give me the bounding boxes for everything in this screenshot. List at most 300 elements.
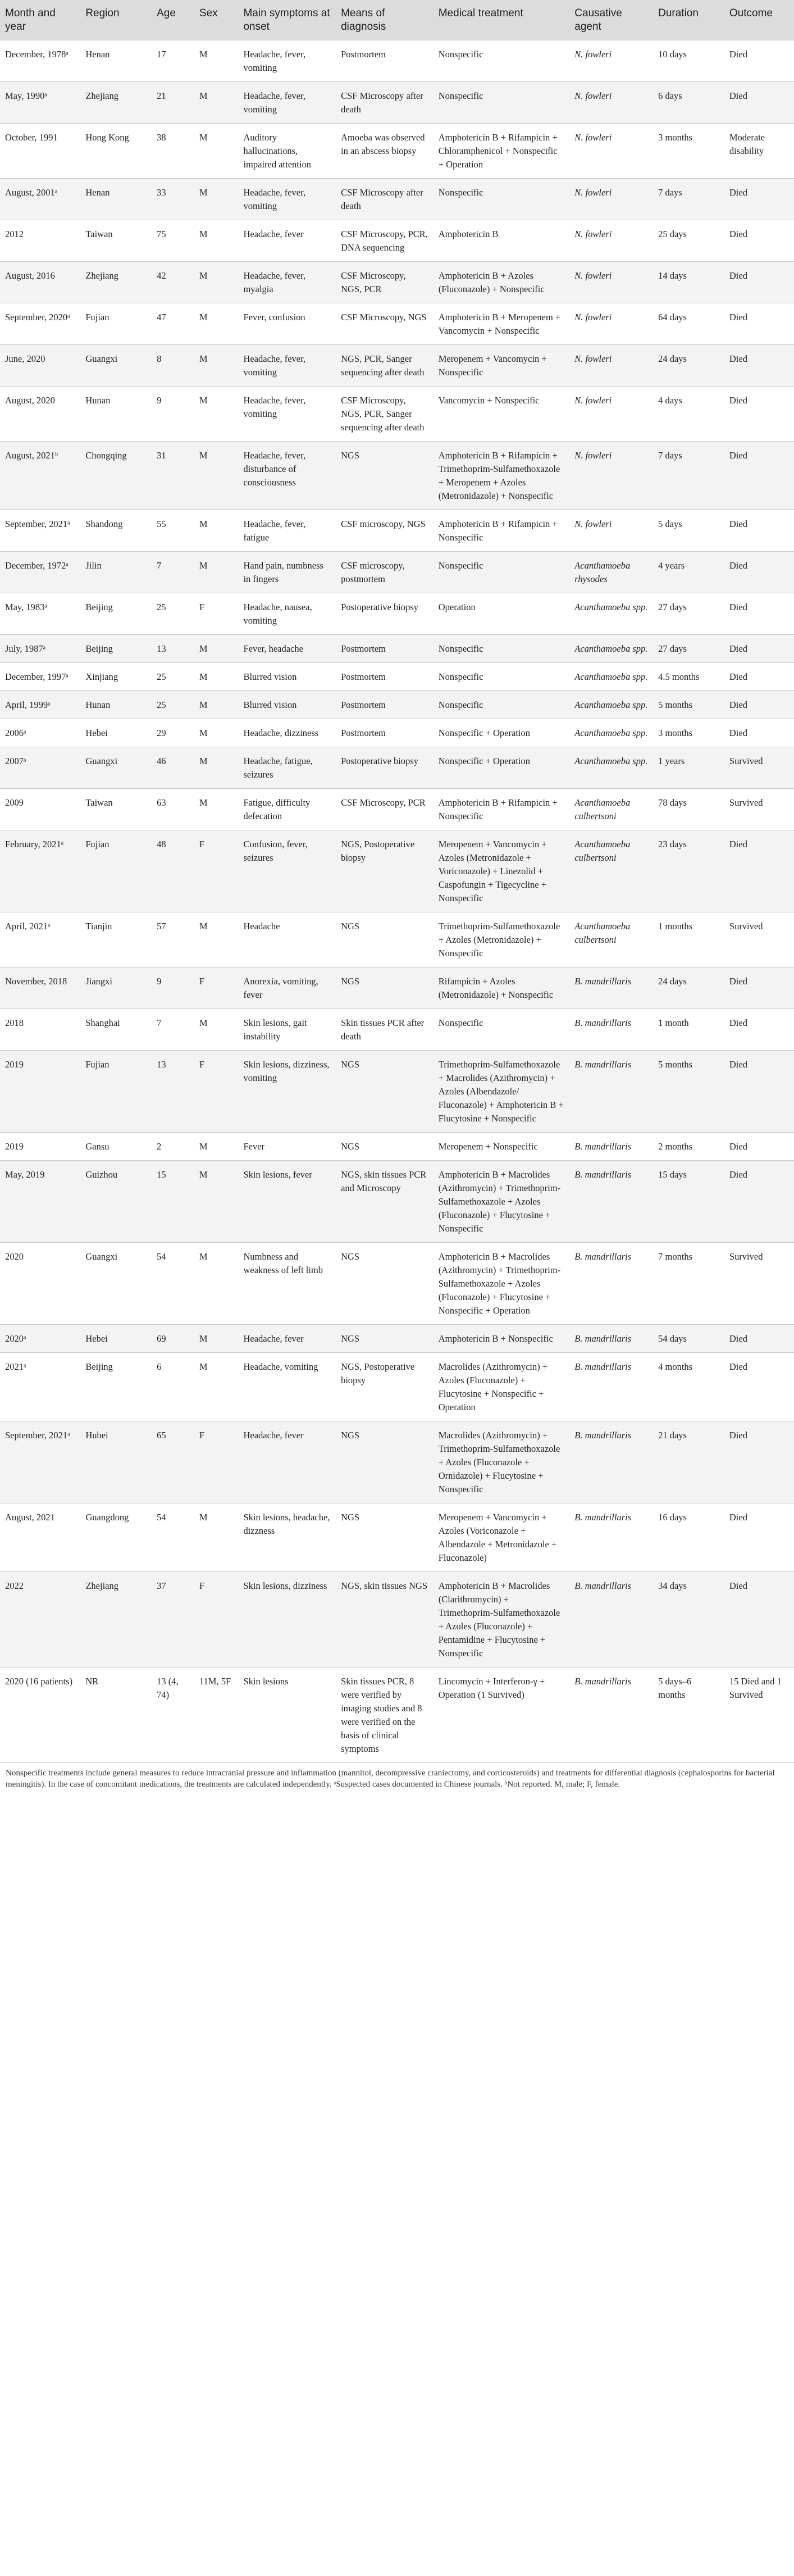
cell-diagnosis: NGS, PCR, Sanger sequencing after death xyxy=(336,345,433,387)
cell-duration: 5 months xyxy=(653,691,724,719)
cell-diagnosis: NGS xyxy=(336,967,433,1009)
cell-treatment: Nonspecific xyxy=(433,635,570,663)
cell-agent: N. fowleri xyxy=(569,303,653,345)
cell-outcome: Died xyxy=(724,1421,794,1503)
cell-sex: M xyxy=(194,912,239,967)
cell-region: Henan xyxy=(80,179,152,220)
cell-diagnosis: Postoperative biopsy xyxy=(336,747,433,789)
cell-month-year: 2020 (16 patients) xyxy=(0,1668,80,1763)
cell-age: 25 xyxy=(152,691,194,719)
cell-duration: 7 months xyxy=(653,1243,724,1325)
cell-age: 46 xyxy=(152,747,194,789)
cell-treatment: Meropenem + Nonspecific xyxy=(433,1133,570,1161)
cell-duration: 21 days xyxy=(653,1421,724,1503)
cell-agent: B. mandrillaris xyxy=(569,1243,653,1325)
cell-duration: 4 days xyxy=(653,387,724,442)
cell-symptoms: Headache, fever, vomiting xyxy=(238,179,336,220)
cell-treatment: Trimethoprim-Sulfamethoxazole + Macrolides (Azithromycin) + Azoles (Albendazole/ Fluconazole) + Amphotericin B + Flucytosine + Nonspecific xyxy=(433,1051,570,1133)
cell-age: 42 xyxy=(152,262,194,303)
cell-diagnosis: Postoperative biopsy xyxy=(336,593,433,635)
cell-duration: 1 years xyxy=(653,747,724,789)
cell-diagnosis: NGS xyxy=(336,1051,433,1133)
cell-outcome: Survived xyxy=(724,747,794,789)
cell-outcome: Died xyxy=(724,40,794,82)
column-header-symptoms: Main symptoms at onset xyxy=(238,0,336,40)
cell-treatment: Amphotericin B + Rifampicin + Nonspecific xyxy=(433,789,570,830)
cell-symptoms: Fever xyxy=(238,1133,336,1161)
cell-region: Zhejiang xyxy=(80,262,152,303)
cell-diagnosis: CSF microscopy, NGS xyxy=(336,510,433,552)
table-row xyxy=(0,442,794,510)
cell-agent: N. fowleri xyxy=(569,40,653,82)
cell-duration: 3 months xyxy=(653,124,724,179)
cell-sex: M xyxy=(194,552,239,593)
cell-symptoms: Headache, fever, myalgia xyxy=(238,262,336,303)
cell-diagnosis: NGS, Postoperative biopsy xyxy=(336,830,433,912)
cell-sex: M xyxy=(194,1353,239,1421)
cell-region: Tianjin xyxy=(80,912,152,967)
cell-region: Fujian xyxy=(80,303,152,345)
cell-treatment: Macrolides (Azithromycin) + Azoles (Fluconazole) + Flucytosine + Nonspecific + Operation xyxy=(433,1353,570,1421)
table-row xyxy=(0,1503,794,1572)
cell-age: 29 xyxy=(152,719,194,747)
table-row xyxy=(0,220,794,262)
cell-symptoms: Skin lesions, dizziness, vomiting xyxy=(238,1051,336,1133)
cell-agent: B. mandrillaris xyxy=(569,1133,653,1161)
cell-agent: N. fowleri xyxy=(569,510,653,552)
cell-symptoms: Headache, fever xyxy=(238,1325,336,1353)
table-row xyxy=(0,82,794,124)
cell-symptoms: Fatigue, difficulty defecation xyxy=(238,789,336,830)
cell-agent: Acanthamoeba spp. xyxy=(569,719,653,747)
cell-outcome: Died xyxy=(724,1353,794,1421)
cell-treatment: Nonspecific + Operation xyxy=(433,719,570,747)
table-row xyxy=(0,1051,794,1133)
cell-outcome: Died xyxy=(724,510,794,552)
cell-diagnosis: CSF Microscopy, NGS, PCR xyxy=(336,262,433,303)
cell-outcome: Survived xyxy=(724,912,794,967)
cell-agent: B. mandrillaris xyxy=(569,967,653,1009)
table-row xyxy=(0,303,794,345)
cell-age: 13 (4, 74) xyxy=(152,1668,194,1763)
cell-age: 13 xyxy=(152,1051,194,1133)
table-row xyxy=(0,1353,794,1421)
cell-duration: 54 days xyxy=(653,1325,724,1353)
column-header-treatment: Medical treatment xyxy=(433,0,570,40)
cell-sex: M xyxy=(194,262,239,303)
cell-diagnosis: CSF Microscopy after death xyxy=(336,82,433,124)
cell-duration: 10 days xyxy=(653,40,724,82)
cell-outcome: Died xyxy=(724,691,794,719)
cell-region: Guangxi xyxy=(80,345,152,387)
cell-treatment: Amphotericin B + Rifampicin + Trimethoprim-Sulfamethoxazole + Meropenem + Azoles (Metronidazole) + Nonspecific xyxy=(433,442,570,510)
table-footnote: Nonspecific treatments include general measures to reduce intracranial pressure and inflammation (mannitol, decompressive craniectomy, and corticosteroids) and treatments for differential diagnosis (cephalosporins for bacterial meningitis). In the case of concomitant medications, the treatments are calculated independently. ᵃSuspected cases documented in Chinese journals. ᵇNot reported. M, male; F, female. xyxy=(6,1769,775,1789)
cell-treatment: Vancomycin + Nonspecific xyxy=(433,387,570,442)
cell-age: 25 xyxy=(152,593,194,635)
table-row xyxy=(0,1572,794,1668)
cell-sex: 11M, 5F xyxy=(194,1668,239,1763)
cell-sex: F xyxy=(194,830,239,912)
cell-month-year: September, 2020ᵃ xyxy=(0,303,80,345)
table-row xyxy=(0,1009,794,1051)
cell-treatment: Meropenem + Vancomycin + Azoles (Metronidazole + Voriconazole) + Linezolid + Caspofungin + Tigecycline + Nonspecific xyxy=(433,830,570,912)
cell-sex: M xyxy=(194,691,239,719)
table-row xyxy=(0,1421,794,1503)
cell-outcome: Died xyxy=(724,967,794,1009)
column-header-sex: Sex xyxy=(194,0,239,40)
table-row xyxy=(0,912,794,967)
cell-age: 37 xyxy=(152,1572,194,1668)
cell-sex: M xyxy=(194,442,239,510)
cell-outcome: Died xyxy=(724,552,794,593)
table-row xyxy=(0,593,794,635)
cell-month-year: May, 1990ᵃ xyxy=(0,82,80,124)
cell-month-year: August, 2016 xyxy=(0,262,80,303)
cell-month-year: 2022 xyxy=(0,1572,80,1668)
cell-agent: Acanthamoeba rhysodes xyxy=(569,552,653,593)
cell-month-year: June, 2020 xyxy=(0,345,80,387)
cell-sex: M xyxy=(194,719,239,747)
cell-age: 65 xyxy=(152,1421,194,1503)
table-row xyxy=(0,1325,794,1353)
column-header-diagnosis: Means of diagnosis xyxy=(336,0,433,40)
cell-region: Hubei xyxy=(80,1421,152,1503)
cell-month-year: December, 1978ᵃ xyxy=(0,40,80,82)
cell-month-year: August, 2001ᵃ xyxy=(0,179,80,220)
cell-diagnosis: CSF Microscopy, PCR, DNA sequencing xyxy=(336,220,433,262)
cell-agent: B. mandrillaris xyxy=(569,1572,653,1668)
cell-age: 47 xyxy=(152,303,194,345)
cell-duration: 25 days xyxy=(653,220,724,262)
cell-outcome: Died xyxy=(724,1325,794,1353)
cell-outcome: Died xyxy=(724,220,794,262)
cell-duration: 4.5 months xyxy=(653,663,724,691)
table-row xyxy=(0,1668,794,1763)
cell-treatment: Nonspecific + Operation xyxy=(433,747,570,789)
cell-treatment: Meropenem + Vancomycin + Nonspecific xyxy=(433,345,570,387)
table-row xyxy=(0,1133,794,1161)
cell-duration: 24 days xyxy=(653,345,724,387)
cell-region: Jilin xyxy=(80,552,152,593)
cell-symptoms: Headache, fever, vomiting xyxy=(238,82,336,124)
cell-agent: B. mandrillaris xyxy=(569,1503,653,1572)
cell-diagnosis: NGS xyxy=(336,1243,433,1325)
cell-symptoms: Auditory hallucinations, impaired attention xyxy=(238,124,336,179)
table-row xyxy=(0,719,794,747)
cell-treatment: Amphotericin B + Macrolides (Clarithromycin) + Trimethoprim-Sulfamethoxazole + Azoles (Fluconazole) + Pentamidine + Flucytosine + Nonspecific xyxy=(433,1572,570,1668)
cell-region: Taiwan xyxy=(80,220,152,262)
cell-diagnosis: NGS xyxy=(336,1421,433,1503)
cell-treatment: Amphotericin B + Rifampicin + Nonspecific xyxy=(433,510,570,552)
cell-symptoms: Headache, fever, vomiting xyxy=(238,345,336,387)
table-row xyxy=(0,691,794,719)
cell-sex: M xyxy=(194,82,239,124)
cell-month-year: December, 1997ᵃ xyxy=(0,663,80,691)
cell-diagnosis: Postmortem xyxy=(336,691,433,719)
table-row xyxy=(0,747,794,789)
cell-month-year: September, 2021ᵃ xyxy=(0,1421,80,1503)
cell-month-year: April, 2021ᵃ xyxy=(0,912,80,967)
cell-diagnosis: NGS xyxy=(336,442,433,510)
cell-outcome: Died xyxy=(724,179,794,220)
cell-region: Zhejiang xyxy=(80,1572,152,1668)
cell-agent: B. mandrillaris xyxy=(569,1353,653,1421)
cell-treatment: Amphotericin B + Meropenem + Vancomycin + Nonspecific xyxy=(433,303,570,345)
cell-agent: Acanthamoeba culbertsoni xyxy=(569,912,653,967)
cell-agent: N. fowleri xyxy=(569,345,653,387)
cell-month-year: 2018 xyxy=(0,1009,80,1051)
cell-duration: 6 days xyxy=(653,82,724,124)
cell-age: 31 xyxy=(152,442,194,510)
cell-agent: Acanthamoeba spp. xyxy=(569,691,653,719)
cell-treatment: Operation xyxy=(433,593,570,635)
table-row xyxy=(0,1243,794,1325)
cell-diagnosis: NGS, skin tissues NGS xyxy=(336,1572,433,1668)
cell-symptoms: Blurred vision xyxy=(238,663,336,691)
cell-symptoms: Skin lesions, headache, dizzness xyxy=(238,1503,336,1572)
cell-region: Guangxi xyxy=(80,1243,152,1325)
cell-diagnosis: NGS xyxy=(336,1133,433,1161)
cell-sex: F xyxy=(194,1572,239,1668)
cell-age: 63 xyxy=(152,789,194,830)
cell-diagnosis: NGS xyxy=(336,1503,433,1572)
cell-age: 9 xyxy=(152,387,194,442)
cell-symptoms: Skin lesions, fever xyxy=(238,1161,336,1243)
cell-treatment: Nonspecific xyxy=(433,82,570,124)
cell-duration: 1 month xyxy=(653,1009,724,1051)
cell-treatment: Amphotericin B + Nonspecific xyxy=(433,1325,570,1353)
cell-symptoms: Skin lesions xyxy=(238,1668,336,1763)
cell-region: Shanghai xyxy=(80,1009,152,1051)
cell-region: NR xyxy=(80,1668,152,1763)
cell-sex: F xyxy=(194,1421,239,1503)
cell-duration: 4 months xyxy=(653,1353,724,1421)
cell-duration: 27 days xyxy=(653,593,724,635)
cell-month-year: August, 2020 xyxy=(0,387,80,442)
cell-diagnosis: NGS xyxy=(336,912,433,967)
cell-symptoms: Headache, fever xyxy=(238,1421,336,1503)
cell-symptoms: Blurred vision xyxy=(238,691,336,719)
cell-region: Beijing xyxy=(80,635,152,663)
cell-age: 75 xyxy=(152,220,194,262)
cell-duration: 3 months xyxy=(653,719,724,747)
cell-month-year: December, 1972ᵃ xyxy=(0,552,80,593)
cell-outcome: Died xyxy=(724,1161,794,1243)
cell-treatment: Amphotericin B + Macrolides (Azithromycin) + Trimethoprim-Sulfamethoxazole + Azoles (Fluconazole) + Flucytosine + Nonspecific + Operation xyxy=(433,1243,570,1325)
cell-agent: N. fowleri xyxy=(569,387,653,442)
cell-region: Beijing xyxy=(80,593,152,635)
cell-sex: M xyxy=(194,663,239,691)
cell-duration: 4 years xyxy=(653,552,724,593)
cell-diagnosis: CSF Microscopy after death xyxy=(336,179,433,220)
table-row xyxy=(0,40,794,82)
cell-diagnosis: NGS xyxy=(336,1325,433,1353)
cell-month-year: July, 1987ᵃ xyxy=(0,635,80,663)
column-header-month-year: Month and year xyxy=(0,0,80,40)
column-header-outcome: Outcome xyxy=(724,0,794,40)
cell-outcome: Died xyxy=(724,387,794,442)
cell-outcome: Died xyxy=(724,1572,794,1668)
cell-duration: 7 days xyxy=(653,179,724,220)
cell-agent: N. fowleri xyxy=(569,442,653,510)
cell-agent: B. mandrillaris xyxy=(569,1421,653,1503)
cell-outcome: Died xyxy=(724,719,794,747)
cell-region: Guangdong xyxy=(80,1503,152,1572)
cell-diagnosis: Skin tissues PCR after death xyxy=(336,1009,433,1051)
cell-outcome: Died xyxy=(724,262,794,303)
cell-age: 8 xyxy=(152,345,194,387)
cell-agent: Acanthamoeba spp. xyxy=(569,747,653,789)
table-row xyxy=(0,262,794,303)
cell-month-year: 2019 xyxy=(0,1133,80,1161)
cell-symptoms: Headache, fever, vomiting xyxy=(238,40,336,82)
cell-agent: Acanthamoeba spp. xyxy=(569,593,653,635)
table-row xyxy=(0,830,794,912)
cell-month-year: September, 2021ᵃ xyxy=(0,510,80,552)
cell-age: 69 xyxy=(152,1325,194,1353)
cell-symptoms: Headache, fever, vomiting xyxy=(238,387,336,442)
cell-duration: 5 days xyxy=(653,510,724,552)
cell-diagnosis: Postmortem xyxy=(336,719,433,747)
cell-treatment: Nonspecific xyxy=(433,1009,570,1051)
cell-outcome: Died xyxy=(724,345,794,387)
cell-month-year: 2007ᵃ xyxy=(0,747,80,789)
cell-diagnosis: Skin tissues PCR, 8 were verified by imaging studies and 8 were verified on the basis of clinical symptoms xyxy=(336,1668,433,1763)
cell-sex: M xyxy=(194,303,239,345)
cell-symptoms: Confusion, fever, seizures xyxy=(238,830,336,912)
cell-agent: Acanthamoeba culbertsoni xyxy=(569,789,653,830)
cell-month-year: May, 2019 xyxy=(0,1161,80,1243)
cell-duration: 64 days xyxy=(653,303,724,345)
table-row xyxy=(0,179,794,220)
cell-month-year: 2009 xyxy=(0,789,80,830)
cell-sex: M xyxy=(194,1503,239,1572)
cell-diagnosis: CSF Microscopy, NGS xyxy=(336,303,433,345)
cell-month-year: 2019 xyxy=(0,1051,80,1133)
cell-age: 55 xyxy=(152,510,194,552)
cell-region: Gansu xyxy=(80,1133,152,1161)
table-row xyxy=(0,387,794,442)
cell-region: Guangxi xyxy=(80,747,152,789)
cell-sex: M xyxy=(194,179,239,220)
cell-region: Hunan xyxy=(80,387,152,442)
cell-duration: 7 days xyxy=(653,442,724,510)
cell-treatment: Nonspecific xyxy=(433,691,570,719)
cell-treatment: Lincomycin + Interferon-γ + Operation (1 Survived) xyxy=(433,1668,570,1763)
cell-diagnosis: CSF microscopy, postmortem xyxy=(336,552,433,593)
cell-age: 33 xyxy=(152,179,194,220)
cell-age: 21 xyxy=(152,82,194,124)
cell-symptoms: Headache, fever, fatigue xyxy=(238,510,336,552)
cell-month-year: August, 2021 xyxy=(0,1503,80,1572)
cell-sex: M xyxy=(194,40,239,82)
table-row xyxy=(0,1161,794,1243)
cell-sex: F xyxy=(194,593,239,635)
cell-duration: 78 days xyxy=(653,789,724,830)
cell-month-year: 2020 xyxy=(0,1243,80,1325)
cell-outcome: Survived xyxy=(724,1243,794,1325)
table-row xyxy=(0,345,794,387)
cell-age: 6 xyxy=(152,1353,194,1421)
cell-age: 7 xyxy=(152,1009,194,1051)
cell-month-year: November, 2018 xyxy=(0,967,80,1009)
cell-duration: 16 days xyxy=(653,1503,724,1572)
cell-age: 54 xyxy=(152,1503,194,1572)
table-row xyxy=(0,789,794,830)
cell-sex: M xyxy=(194,1009,239,1051)
cell-age: 48 xyxy=(152,830,194,912)
cell-treatment: Nonspecific xyxy=(433,179,570,220)
cell-symptoms: Headache, fever, disturbance of consciousness xyxy=(238,442,336,510)
cell-symptoms: Headache, vomiting xyxy=(238,1353,336,1421)
cell-symptoms: Skin lesions, dizziness xyxy=(238,1572,336,1668)
cell-duration: 34 days xyxy=(653,1572,724,1668)
cell-region: Xinjiang xyxy=(80,663,152,691)
cell-symptoms: Hand pain, numbness in fingers xyxy=(238,552,336,593)
cell-diagnosis: Amoeba was observed in an abscess biopsy xyxy=(336,124,433,179)
cell-agent: B. mandrillaris xyxy=(569,1325,653,1353)
cell-sex: F xyxy=(194,1051,239,1133)
cell-age: 17 xyxy=(152,40,194,82)
cell-duration: 14 days xyxy=(653,262,724,303)
cell-duration: 23 days xyxy=(653,830,724,912)
cell-diagnosis: NGS, skin tissues PCR and Microscopy xyxy=(336,1161,433,1243)
cell-sex: M xyxy=(194,1133,239,1161)
cell-outcome: Died xyxy=(724,635,794,663)
cell-outcome: Survived xyxy=(724,789,794,830)
cell-agent: N. fowleri xyxy=(569,220,653,262)
cell-symptoms: Skin lesions, gait instability xyxy=(238,1009,336,1051)
cell-month-year: April, 1999ᵃ xyxy=(0,691,80,719)
cell-outcome: Died xyxy=(724,1133,794,1161)
cell-month-year: 2006ᵃ xyxy=(0,719,80,747)
cell-outcome: Died xyxy=(724,1009,794,1051)
cell-agent: B. mandrillaris xyxy=(569,1161,653,1243)
cell-treatment: Trimethoprim-Sulfamethoxazole + Azoles (Metronidazole) + Nonspecific xyxy=(433,912,570,967)
cell-outcome: Died xyxy=(724,82,794,124)
cell-month-year: February, 2021ᵃ xyxy=(0,830,80,912)
cell-region: Hong Kong xyxy=(80,124,152,179)
cell-diagnosis: Postmortem xyxy=(336,635,433,663)
cell-outcome: Died xyxy=(724,1503,794,1572)
cell-diagnosis: CSF Microscopy, NGS, PCR, Sanger sequencing after death xyxy=(336,387,433,442)
cell-sex: M xyxy=(194,1161,239,1243)
column-header-region: Region xyxy=(80,0,152,40)
cell-outcome: Died xyxy=(724,303,794,345)
cell-treatment: Rifampicin + Azoles (Metronidazole) + Nonspecific xyxy=(433,967,570,1009)
table-row xyxy=(0,510,794,552)
table-row xyxy=(0,967,794,1009)
cell-age: 57 xyxy=(152,912,194,967)
cell-agent: N. fowleri xyxy=(569,262,653,303)
cell-age: 54 xyxy=(152,1243,194,1325)
cell-age: 2 xyxy=(152,1133,194,1161)
cell-sex: M xyxy=(194,747,239,789)
cell-age: 7 xyxy=(152,552,194,593)
cell-duration: 1 months xyxy=(653,912,724,967)
cell-duration: 5 days–6 months xyxy=(653,1668,724,1763)
cell-diagnosis: Postmortem xyxy=(336,40,433,82)
cell-region: Guizhou xyxy=(80,1161,152,1243)
column-header-age: Age xyxy=(152,0,194,40)
cell-region: Zhejiang xyxy=(80,82,152,124)
cell-region: Fujian xyxy=(80,1051,152,1133)
table-row xyxy=(0,552,794,593)
cell-treatment: Amphotericin B + Macrolides (Azithromycin) + Trimethoprim-Sulfamethoxazole + Azoles (Fluconazole) + Flucytosine + Nonspecific xyxy=(433,1161,570,1243)
cell-agent: N. fowleri xyxy=(569,179,653,220)
cell-age: 13 xyxy=(152,635,194,663)
cell-age: 25 xyxy=(152,663,194,691)
